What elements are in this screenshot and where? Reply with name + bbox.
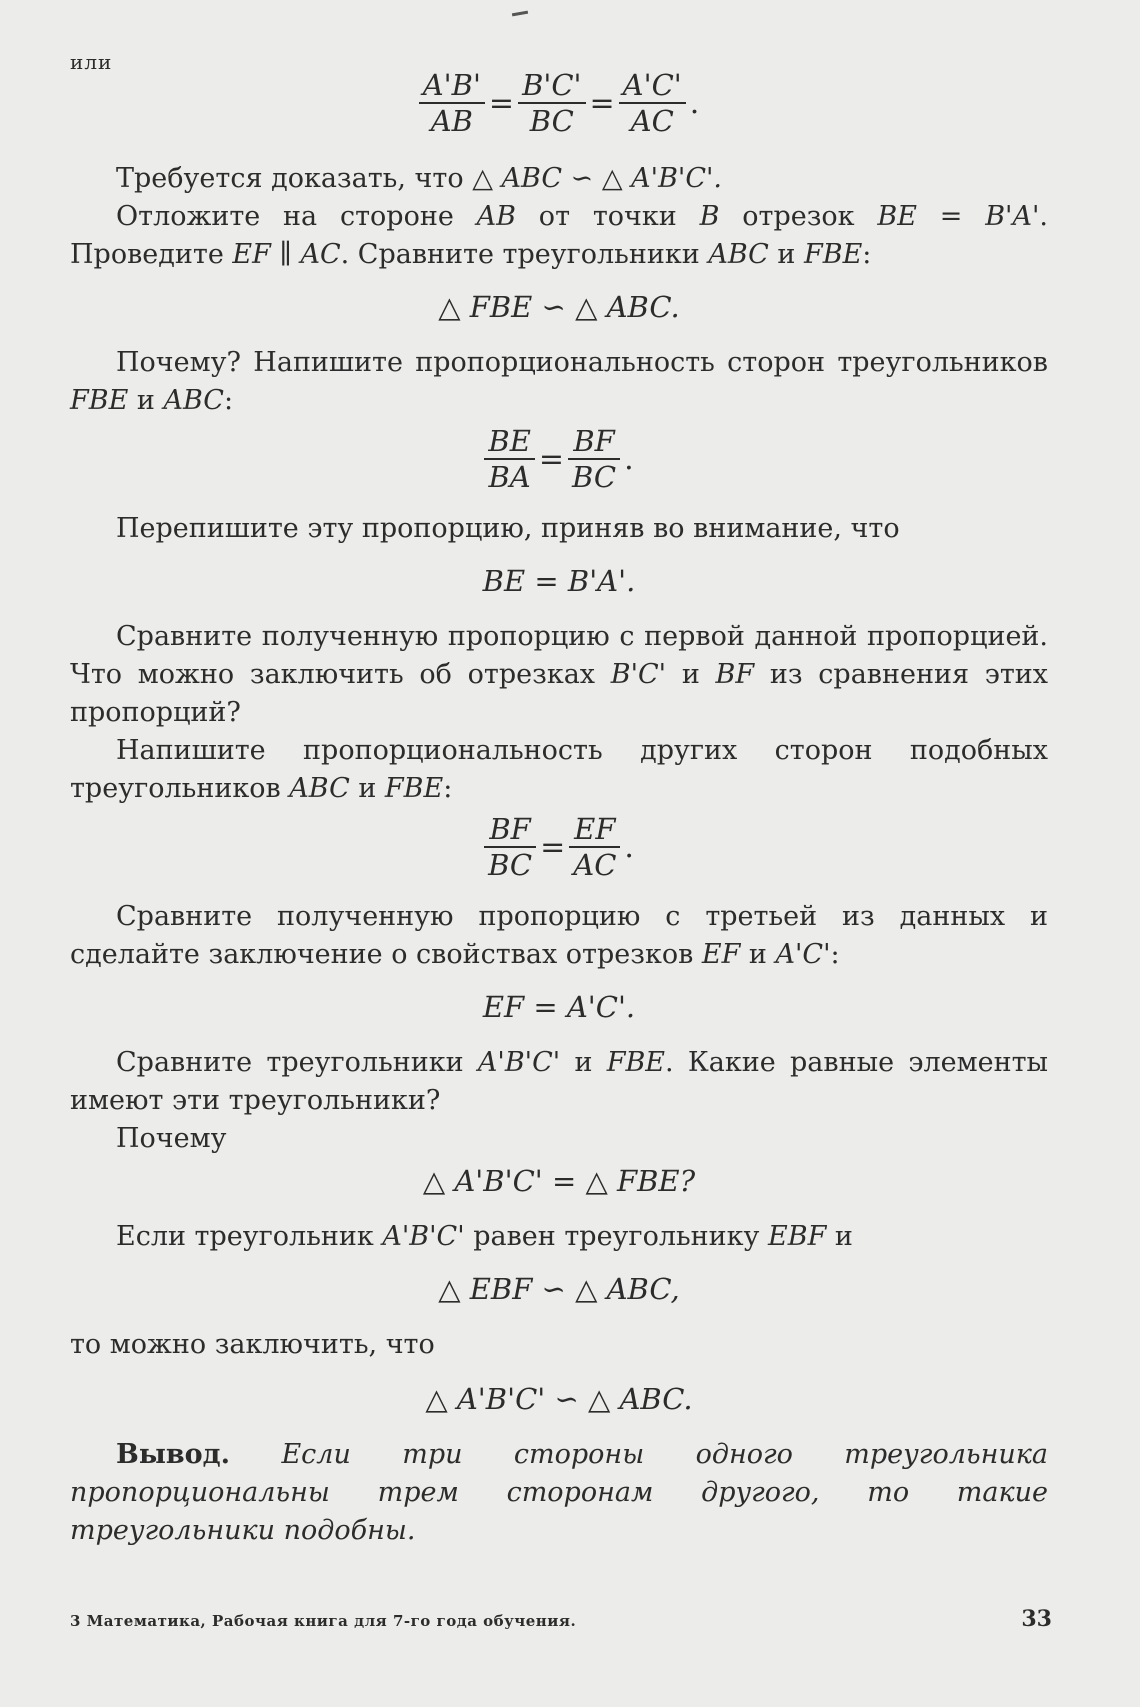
- paragraph-why: Почему: [116, 1123, 227, 1154]
- print-mark: [512, 11, 528, 17]
- paragraph-compare-first: Сравните полученную пропорцию с первой данной пропорцией. Что можно заключить об отрезках B'C' и BF из сравнения этих пропорций?: [70, 621, 1048, 728]
- formula-congruence: △ A'B'C' = △ FBE?: [422, 1164, 696, 1198]
- fraction-bf-bc: $\frac{BF}{BC}$: [568, 424, 620, 494]
- fraction-bf-bc-2: $\frac{BF}{BC}$: [484, 812, 536, 882]
- paragraph-compare-triangles: Сравните треугольники A'B'C' и FBE. Какие равные элементы имеют эти треугольники?: [70, 1047, 1048, 1116]
- paragraph-other-sides: Напишите пропорциональность других сторон подобных треугольников ABC и FBE:: [70, 735, 1048, 804]
- formula-ef-equals-ac: EF = A'C'.: [482, 990, 636, 1024]
- paragraph-conclusion: [70, 1436, 1048, 1550]
- equals-sign: =: [589, 85, 615, 121]
- fraction-1: $\frac{A'B'}{AB}$: [419, 68, 485, 138]
- formula-ebf-similar-abc: △ EBF ∽ △ ABC,: [438, 1272, 680, 1306]
- fraction-3: $\frac{A'C'}{AC}$: [619, 68, 686, 138]
- word-ili: или: [70, 50, 113, 74]
- paragraph-goal: Требуется доказать, что △ ABC ∽ △ A'B'C'.: [116, 163, 723, 194]
- fraction-2: $\frac{B'C'}{BC}$: [518, 68, 585, 138]
- fraction-ef-ac: $\frac{EF}{AC}$: [569, 812, 620, 882]
- paragraph-if: Если треугольник A'B'C' равен треугольнику EBF и: [116, 1221, 853, 1252]
- formula-side-ratios: $\frac{A'B'}{AB}$ = $\frac{B'C'}{BC}$ = $\frac{A'C'}{AC}$ .: [70, 68, 1048, 138]
- conclusion-label: Вывод.: [116, 1439, 231, 1470]
- formula-bf-bc: $\frac{BF}{BC}$ = $\frac{EF}{AC}$ .: [70, 812, 1048, 882]
- equals-sign: =: [488, 85, 515, 121]
- paragraph-construction: Отложите на стороне AB от точки B отрезок BE = B'A'. Проведите EF ∥ AC. Сравните треугольники ABC и FBE:: [70, 201, 1048, 270]
- footer-note: 3 Математика, Рабочая книга для 7-го года обучения.: [70, 1612, 577, 1630]
- page-footer: [70, 1606, 1052, 1632]
- paragraph-why-proportion: Почему? Напишите пропорциональность сторон треугольников FBE и ABC:: [70, 347, 1048, 416]
- formula-similarity-fbe-abc: △ FBE ∽ △ ABC.: [438, 290, 680, 324]
- formula-be-ba: $\frac{BE}{BA}$ = $\frac{BF}{BC}$ .: [70, 424, 1048, 494]
- formula-be-equals-ba: BE = B'A'.: [482, 564, 636, 598]
- formula-final-similarity: △ A'B'C' ∽ △ ABC.: [425, 1382, 693, 1416]
- equals-sign: =: [540, 829, 566, 865]
- equals-sign: =: [538, 441, 565, 477]
- paragraph-rewrite: Перепишите эту пропорцию, приняв во внимание, что: [116, 513, 900, 544]
- paragraph-then: то можно заключить, что: [70, 1329, 435, 1360]
- fraction-be-ba: $\frac{BE}{BA}$: [484, 424, 534, 494]
- paragraph-compare-third: Сравните полученную пропорцию с третьей из данных и сделайте заключение о свойствах отрезков EF и A'C':: [70, 901, 1048, 970]
- page-number: 33: [1021, 1606, 1052, 1632]
- conclusion-text: Если три стороны одного треугольника пропорциональны трем сторонам другого, то такие треугольники подобны.: [70, 1439, 1048, 1546]
